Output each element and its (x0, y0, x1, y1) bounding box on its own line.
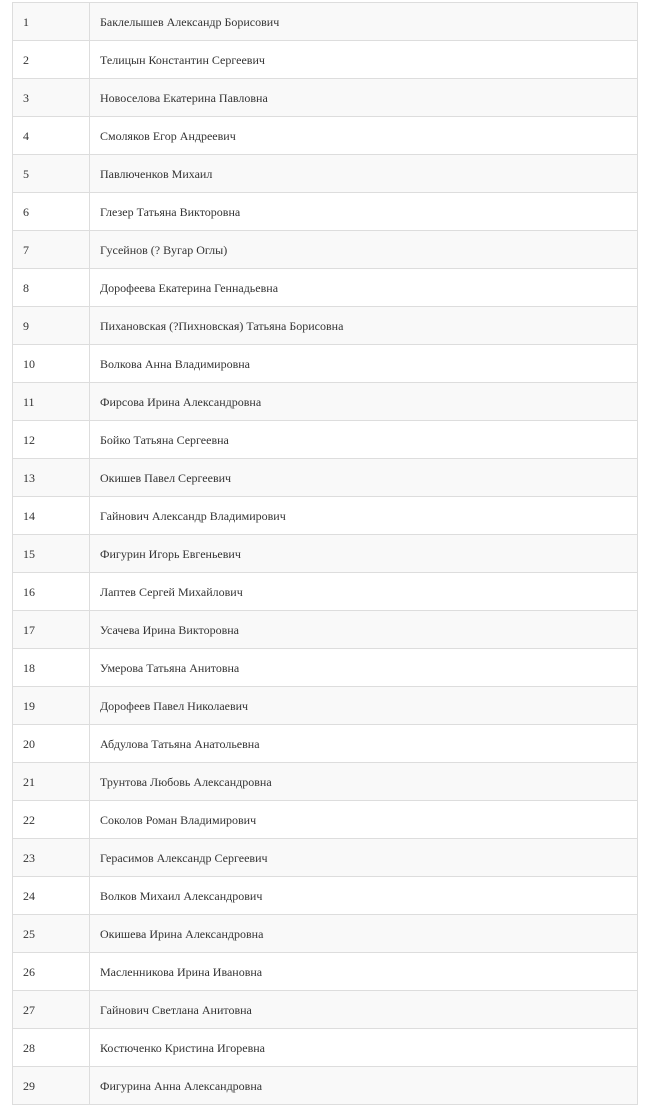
table-row (13, 459, 638, 497)
row-number: 29 (13, 1067, 90, 1105)
table-row (13, 611, 638, 649)
names-table-container (12, 2, 638, 1105)
table-row (13, 687, 638, 725)
row-number: 16 (13, 573, 90, 611)
person-name: Усачева Ирина Викторовна (90, 611, 638, 649)
person-name: Дорофеева Екатерина Геннадьевна (90, 269, 638, 307)
table-row (13, 649, 638, 687)
table-row (13, 231, 638, 269)
row-number: 26 (13, 953, 90, 991)
row-number: 23 (13, 839, 90, 877)
person-name: Гайнович Светлана Анитовна (90, 991, 638, 1029)
names-table (12, 2, 638, 1105)
names-table-body (13, 3, 638, 1105)
person-name: Фирсова Ирина Александровна (90, 383, 638, 421)
table-row (13, 953, 638, 991)
table-row (13, 535, 638, 573)
person-name: Гусейнов (? Вугар Оглы) (90, 231, 638, 269)
row-number: 10 (13, 345, 90, 383)
row-number: 7 (13, 231, 90, 269)
table-row (13, 345, 638, 383)
table-row (13, 497, 638, 535)
row-number: 15 (13, 535, 90, 573)
person-name: Герасимов Александр Сергеевич (90, 839, 638, 877)
table-row (13, 1067, 638, 1105)
person-name: Баклелышев Александр Борисович (90, 3, 638, 41)
row-number: 28 (13, 1029, 90, 1067)
table-row (13, 3, 638, 41)
table-row (13, 915, 638, 953)
table-row (13, 193, 638, 231)
table-row (13, 839, 638, 877)
row-number: 27 (13, 991, 90, 1029)
row-number: 12 (13, 421, 90, 459)
row-number: 11 (13, 383, 90, 421)
person-name: Телицын Константин Сергеевич (90, 41, 638, 79)
person-name: Абдулова Татьяна Анатольевна (90, 725, 638, 763)
table-row (13, 763, 638, 801)
row-number: 4 (13, 117, 90, 155)
person-name: Глезер Татьяна Викторовна (90, 193, 638, 231)
row-number: 24 (13, 877, 90, 915)
row-number: 13 (13, 459, 90, 497)
person-name: Трунтова Любовь Александровна (90, 763, 638, 801)
table-row (13, 383, 638, 421)
row-number: 8 (13, 269, 90, 307)
row-number: 25 (13, 915, 90, 953)
table-row (13, 801, 638, 839)
row-number: 2 (13, 41, 90, 79)
row-number: 9 (13, 307, 90, 345)
person-name: Умерова Татьяна Анитовна (90, 649, 638, 687)
row-number: 22 (13, 801, 90, 839)
person-name: Новоселова Екатерина Павловна (90, 79, 638, 117)
person-name: Соколов Роман Владимирович (90, 801, 638, 839)
table-row (13, 307, 638, 345)
table-row (13, 725, 638, 763)
person-name: Волков Михаил Александрович (90, 877, 638, 915)
row-number: 19 (13, 687, 90, 725)
person-name: Бойко Татьяна Сергеевна (90, 421, 638, 459)
table-row (13, 155, 638, 193)
person-name: Дорофеев Павел Николаевич (90, 687, 638, 725)
person-name: Гайнович Александр Владимирович (90, 497, 638, 535)
table-row (13, 41, 638, 79)
person-name: Фигурин Игорь Евгеньевич (90, 535, 638, 573)
table-row (13, 421, 638, 459)
person-name: Лаптев Сергей Михайлович (90, 573, 638, 611)
table-row (13, 1029, 638, 1067)
row-number: 5 (13, 155, 90, 193)
table-row (13, 573, 638, 611)
table-row (13, 269, 638, 307)
table-row (13, 877, 638, 915)
table-row (13, 991, 638, 1029)
row-number: 18 (13, 649, 90, 687)
person-name: Волкова Анна Владимировна (90, 345, 638, 383)
row-number: 14 (13, 497, 90, 535)
row-number: 17 (13, 611, 90, 649)
person-name: Костюченко Кристина Игоревна (90, 1029, 638, 1067)
row-number: 3 (13, 79, 90, 117)
person-name: Окишев Павел Сергеевич (90, 459, 638, 497)
table-row (13, 117, 638, 155)
person-name: Смоляков Егор Андреевич (90, 117, 638, 155)
row-number: 21 (13, 763, 90, 801)
row-number: 1 (13, 3, 90, 41)
person-name: Окишева Ирина Александровна (90, 915, 638, 953)
person-name: Фигурина Анна Александровна (90, 1067, 638, 1105)
row-number: 6 (13, 193, 90, 231)
row-number: 20 (13, 725, 90, 763)
person-name: Павлюченков Михаил (90, 155, 638, 193)
person-name: Пихановская (?Пихновская) Татьяна Борисовна (90, 307, 638, 345)
table-row (13, 79, 638, 117)
person-name: Масленникова Ирина Ивановна (90, 953, 638, 991)
